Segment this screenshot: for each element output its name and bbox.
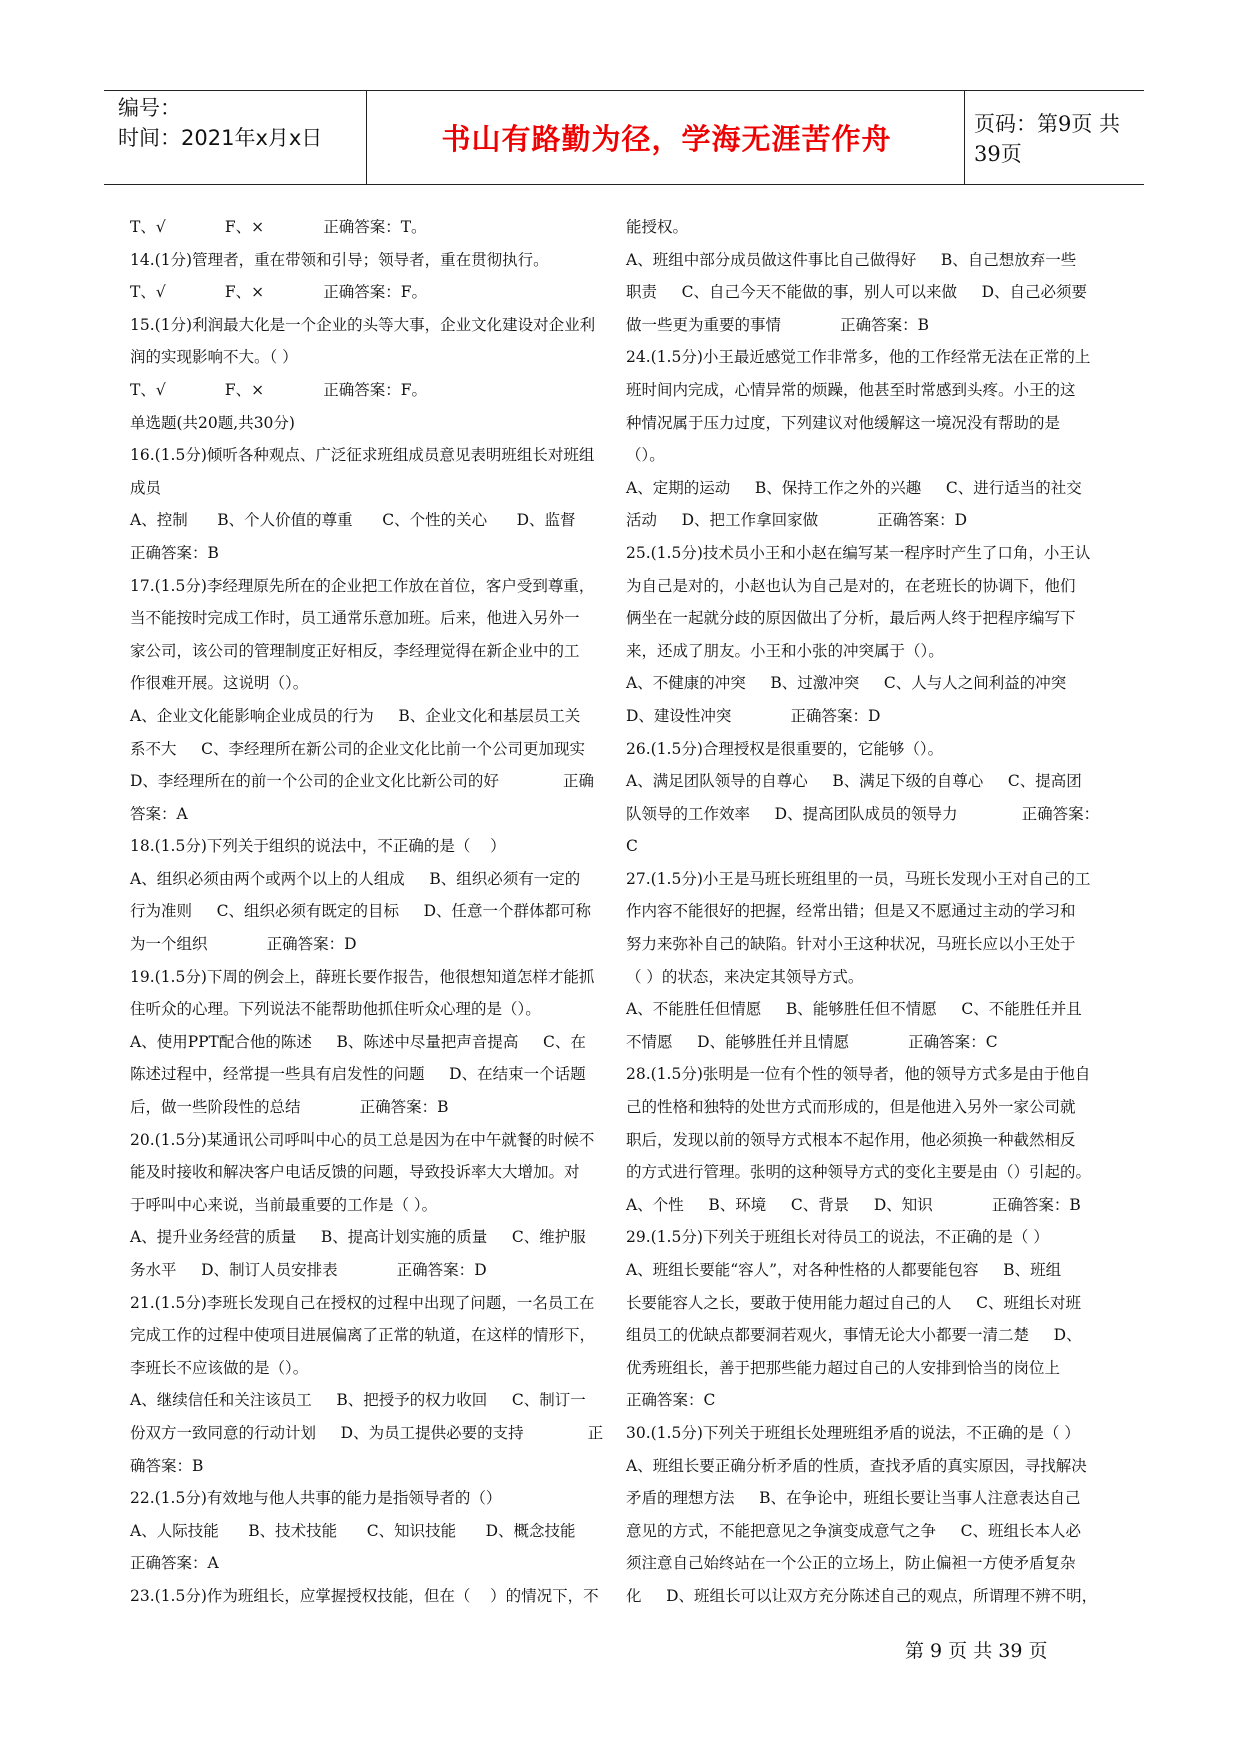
- text-line: 化 D、班组长可以让双方充分陈述自己的观点，所谓理不辨不明，: [626, 1586, 1098, 1605]
- text-line: 27.(1.5分)小王是马班长班组里的一员，马班长发现小王对自己的工: [626, 869, 1091, 888]
- text-line: 20.(1.5分)某通讯公司呼叫中心的员工总是因为在中午就餐的时候不: [130, 1130, 595, 1149]
- text-line: A、班组中部分成员做这件事比自己做得好 B、自己想放弃一些: [626, 250, 1077, 269]
- text-line: T、√ F、× 正确答案：F。: [130, 283, 427, 302]
- text-line: A、满足团队领导的自尊心 B、满足下级的自尊心 C、提高团: [626, 772, 1082, 791]
- text-line: 于呼叫中心来说，当前最重要的工作是（ ）。: [130, 1195, 438, 1214]
- text-line: 29.(1.5分)下列关于班组长对待员工的说法，不正确的是（ ）: [626, 1228, 1049, 1247]
- text-line: 不情愿 D、能够胜任并且情愿 正确答案：C: [626, 1032, 998, 1051]
- text-line: A、人际技能 B、技术技能 C、知识技能 D、概念技能: [130, 1521, 576, 1540]
- text-line: T、√ F、× 正确答案：T。: [130, 218, 427, 236]
- text-line: 完成工作的过程中使项目进展偏离了正常的轨道，在这样的情形下，: [130, 1326, 596, 1345]
- text-line: 住听众的心理。下列说法不能帮助他抓住听众心理的是（）。: [130, 1000, 541, 1019]
- text-line: 职后，发现以前的领导方式根本不起作用，他必须换一种截然相反: [626, 1130, 1076, 1149]
- right-column: [626, 211, 1101, 1613]
- text-line: 正确答案：B: [130, 543, 219, 562]
- page-header: [104, 90, 1144, 185]
- left-column: [130, 211, 605, 1613]
- text-line: A、控制 B、个人价值的尊重 C、个性的关心 D、监督: [130, 511, 576, 530]
- text-line: A、定期的运动 B、保持工作之外的兴趣 C、进行适当的社交: [626, 478, 1082, 497]
- text-line: 种情况属于压力过度，下列建议对他缓解这一境况没有帮助的是: [626, 413, 1061, 432]
- text-line: 须注意自己始终站在一个公正的立场上，防止偏袒一方使矛盾复杂: [626, 1554, 1076, 1573]
- text-line: 活动 D、把工作拿回家做 正确答案：D: [626, 511, 968, 530]
- text-line: （ ）的状态，来决定其领导方式。: [626, 967, 864, 986]
- text-line: 润的实现影响不大。（ ）: [130, 348, 298, 367]
- text-line: 意见的方式，不能把意见之争演变成意气之争 C、班组长本人必: [626, 1521, 1081, 1540]
- text-line: D、建设性冲突 正确答案：D: [626, 706, 881, 725]
- text-line: 务水平 D、制订人员安排表 正确答案：D: [130, 1261, 487, 1279]
- text-line: 俩坐在一起就分歧的原因做出了分析，最后两人终于把程序编写下: [626, 609, 1076, 628]
- text-line: A、个性 B、环境 C、背景 D、知识 正确答案：B: [626, 1195, 1081, 1214]
- text-line: T、√ F、× 正确答案：F。: [130, 380, 427, 399]
- text-line: 的方式进行管理。张明的这种领导方式的变化主要是由（）引起的。: [626, 1163, 1092, 1182]
- text-line: 28.(1.5分)张明是一位有个性的领导者，他的领导方式多是由于他自: [626, 1065, 1091, 1084]
- text-line: 矛盾的理想方法 B、在争论中，班组长要让当事人注意表达自己: [626, 1489, 1081, 1508]
- text-line: 己的性格和独特的处世方式而形成的，但是他进入另外一家公司就: [626, 1098, 1076, 1117]
- text-line: 系不大 C、李经理所在新公司的企业文化比前一个公司更加现实: [130, 739, 585, 758]
- text-line: 22.(1.5分)有效地与他人共事的能力是指领导者的（）: [130, 1489, 502, 1508]
- text-line: A、不健康的冲突 B、过激冲突 C、人与人之间利益的冲突: [626, 674, 1067, 693]
- text-line: 17.(1.5分)李经理原先所在的企业把工作放在首位，客户受到尊重，: [130, 576, 595, 595]
- text-line: 班时间内完成，心情异常的烦躁，他甚至时常感到头疼。小王的这: [626, 380, 1076, 399]
- text-line: 努力来弥补自己的缺陷。针对小王这种状况，马班长应以小王处于: [626, 935, 1076, 954]
- text-line: 18.(1.5分)下列关于组织的说法中，不正确的是（ ）: [130, 837, 506, 856]
- number-label: 编号：: [118, 96, 181, 120]
- header-page-number: 页码：第9页 共39页: [974, 111, 1121, 166]
- text-line: 成员: [130, 478, 162, 497]
- text-line: 优秀班组长，善于把那些能力超过自己的人安排到恰当的岗位上: [626, 1358, 1061, 1377]
- text-line: A、组织必须由两个或两个以上的人组成 B、组织必须有一定的: [130, 869, 581, 888]
- text-line: A、提升业务经营的质量 B、提高计划实施的质量 C、维护服: [130, 1228, 586, 1247]
- page-footer: 第 9 页 共 39 页: [905, 1640, 1048, 1662]
- text-line: 26.(1.5分)合理授权是很重要的，它能够（）。: [626, 739, 944, 758]
- text-line: 为自己是对的，小赵也认为自己是对的，在老班长的协调下，他们: [626, 576, 1076, 595]
- text-line: 做一些更为重要的事情 正确答案：B: [626, 315, 930, 334]
- text-line: 行为准则 C、组织必须有既定的目标 D、任意一个群体都可称: [130, 902, 592, 921]
- text-line: 30.(1.5分)下列关于班组长处理班组矛盾的说法，不正确的是（ ）: [626, 1423, 1080, 1442]
- text-line: 作很难开展。这说明（）。: [130, 674, 309, 693]
- text-line: A、继续信任和关注该员工 B、把授予的权力收回 C、制订一: [130, 1391, 586, 1410]
- text-line: 正确答案：A: [130, 1554, 219, 1573]
- text-line: 当不能按时完成工作时，员工通常乐意加班。后来，他进入另外一: [130, 609, 580, 628]
- header-divider: [964, 91, 965, 184]
- text-line: （）。: [626, 446, 665, 465]
- text-line: 单选题(共20题,共30分): [130, 413, 295, 432]
- text-line: 正确答案：C: [626, 1391, 716, 1410]
- text-line: 能授权。: [626, 218, 689, 236]
- text-line: 来，还成了朋友。小王和小张的冲突属于（）。: [626, 641, 944, 660]
- header-motto: 书山有路勤为径，学海无涯苦作舟: [441, 122, 892, 156]
- header-divider: [366, 91, 367, 184]
- time-label: 时间：2021年x月x日: [118, 126, 323, 150]
- text-line: 确答案：B: [130, 1456, 204, 1475]
- text-line: 长要能容人之长，要敢于使用能力超过自己的人 C、班组长对班: [626, 1293, 1081, 1312]
- header-info: [118, 93, 368, 153]
- text-line: 组员工的优缺点都要洞若观火，事情无论大小都要一清二楚 D、: [626, 1326, 1082, 1345]
- text-line: 职责 C、自己今天不能做的事，别人可以来做 D、自己必须要: [626, 283, 1088, 302]
- text-line: 李班长不应该做的是（）。: [130, 1358, 309, 1377]
- text-line: 队领导的工作效率 D、提高团队成员的领导力 正确答案：: [626, 804, 1100, 823]
- text-line: 后，做一些阶段性的总结 正确答案：B: [130, 1098, 449, 1117]
- text-line: A、企业文化能影响企业成员的行为 B、企业文化和基层员工关: [130, 706, 581, 725]
- text-line: 24.(1.5分)小王最近感觉工作非常多，他的工作经常无法在正常的上: [626, 348, 1091, 367]
- text-line: A、班组长要正确分析矛盾的性质，查找矛盾的真实原因，寻找解决: [626, 1456, 1087, 1475]
- text-line: A、班组长要能“容人”，对各种性格的人都要能包容 B、班组: [626, 1261, 1062, 1279]
- text-line: 19.(1.5分)下周的例会上，薛班长要作报告，他很想知道怎样才能抓: [130, 967, 595, 986]
- text-line: 16.(1.5分)倾听各种观点、广泛征求班组成员意见表明班组长对班组: [130, 446, 595, 465]
- text-line: 家公司，该公司的管理制度正好相反，李经理觉得在新企业中的工: [130, 641, 580, 660]
- text-line: 作内容不能很好的把握，经常出错；但是又不愿通过主动的学习和: [626, 902, 1076, 921]
- text-line: 份双方一致同意的行动计划 D、为员工提供必要的支持 正: [130, 1423, 604, 1442]
- text-line: 25.(1.5分)技术员小王和小赵在编写某一程序时产生了口角，小王认: [626, 543, 1091, 562]
- text-line: 21.(1.5分)李班长发现自己在授权的过程中出现了问题，一名员工在: [130, 1293, 595, 1312]
- text-line: 为一个组织 正确答案：D: [130, 935, 357, 954]
- text-line: 15.(1分)利润最大化是一个企业的头等大事，企业文化建设对企业利: [130, 315, 596, 334]
- text-line: 能及时接收和解决客户电话反馈的问题，导致投诉率大大增加。对: [130, 1163, 580, 1182]
- text-line: C: [626, 837, 638, 856]
- text-line: 答案：A: [130, 804, 188, 823]
- text-line: 23.(1.5分)作为班组长，应掌握授权技能，但在（ ）的情况下，不: [130, 1586, 599, 1605]
- text-line: A、不能胜任但情愿 B、能够胜任但不情愿 C、不能胜任并且: [626, 1000, 1082, 1019]
- text-line: A、使用PPT配合他的陈述 B、陈述中尽量把声音提高 C、在: [130, 1032, 586, 1051]
- text-line: D、李经理所在的前一个公司的企业文化比新公司的好 正确: [130, 772, 594, 791]
- text-line: 14.(1分)管理者，重在带领和引导；领导者，重在贯彻执行。: [130, 250, 549, 269]
- text-line: 陈述过程中，经常提一些具有启发性的问题 D、在结束一个话题: [130, 1065, 586, 1084]
